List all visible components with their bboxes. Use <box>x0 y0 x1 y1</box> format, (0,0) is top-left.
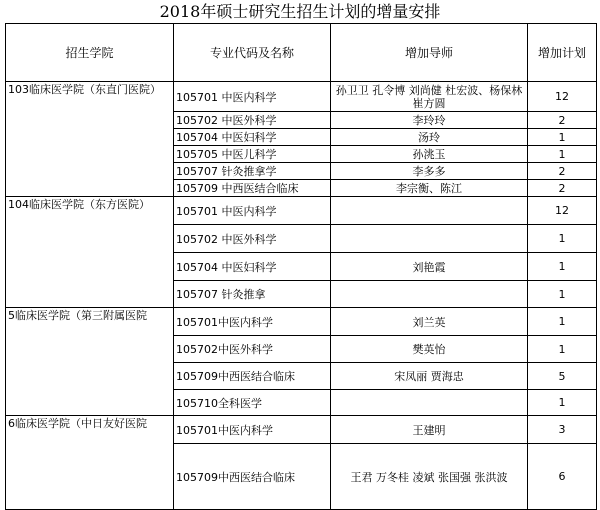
advisor-cell: 李多多 <box>331 163 528 180</box>
header-advisor: 增加导师 <box>331 24 528 82</box>
advisor-cell: 宋凤丽 贾海忠 <box>331 363 528 390</box>
plan-cell: 2 <box>528 112 597 129</box>
header-row <box>6 24 597 82</box>
major-cell: 105709 中西医结合临床 <box>174 180 331 197</box>
header-college: 招生学院 <box>6 24 174 82</box>
plan-cell: 1 <box>528 146 597 163</box>
table-row <box>6 82 597 112</box>
major-cell: 105701 中医内科学 <box>174 82 331 112</box>
major-cell: 105707 针灸推拿 <box>174 281 331 308</box>
major-cell: 105709中西医结合临床 <box>174 444 331 510</box>
plan-cell: 1 <box>528 308 597 336</box>
advisor-cell: 王君 万冬桂 凌斌 张国强 张洪波 <box>331 444 528 510</box>
advisor-cell <box>331 390 528 416</box>
plan-cell: 1 <box>528 129 597 146</box>
college-cell: 103临床医学院（东直门医院） <box>6 82 174 197</box>
plan-cell: 1 <box>528 336 597 363</box>
major-cell: 105701中医内科学 <box>174 308 331 336</box>
major-cell: 105710全科医学 <box>174 390 331 416</box>
advisor-cell: 汤玲 <box>331 129 528 146</box>
major-cell: 105702中医外科学 <box>174 336 331 363</box>
college-cell: 5临床医学院（第三附属医院 <box>6 308 174 416</box>
table-row <box>6 416 597 444</box>
plan-cell: 6 <box>528 444 597 510</box>
major-cell: 105709中西医结合临床 <box>174 363 331 390</box>
advisor-cell: 孙洮玉 <box>331 146 528 163</box>
major-cell: 105702 中医外科学 <box>174 112 331 129</box>
table-row <box>6 197 597 225</box>
major-cell: 105704 中医妇科学 <box>174 129 331 146</box>
advisor-cell: 樊英怡 <box>331 336 528 363</box>
plan-cell: 5 <box>528 363 597 390</box>
plan-cell: 2 <box>528 163 597 180</box>
page-title: 2018年硕士研究生招生计划的增量安排 <box>159 2 441 21</box>
major-cell: 105704 中医妇科学 <box>174 253 331 281</box>
table-row <box>6 308 597 336</box>
major-cell: 105701 中医内科学 <box>174 197 331 225</box>
plan-cell: 12 <box>528 82 597 112</box>
advisor-cell <box>331 281 528 308</box>
advisor-cell: 李宗衡、陈江 <box>331 180 528 197</box>
major-cell: 105705 中医儿科学 <box>174 146 331 163</box>
plan-cell: 12 <box>528 197 597 225</box>
plan-cell: 1 <box>528 390 597 416</box>
plan-cell: 1 <box>528 281 597 308</box>
advisor-cell <box>331 225 528 253</box>
advisor-cell: 孙卫卫 孔令博 刘尚健 杜宏波、杨保林 崔方圆 <box>331 82 528 112</box>
advisor-cell: 刘兰英 <box>331 308 528 336</box>
enrollment-plan-table <box>5 23 597 510</box>
header-plan: 增加计划 <box>528 24 597 82</box>
plan-cell: 1 <box>528 253 597 281</box>
plan-cell: 1 <box>528 225 597 253</box>
advisor-cell <box>331 197 528 225</box>
advisor-cell: 李玲玲 <box>331 112 528 129</box>
major-cell: 105702 中医外科学 <box>174 225 331 253</box>
advisor-cell: 王建明 <box>331 416 528 444</box>
college-cell: 6临床医学院（中日友好医院 <box>6 416 174 510</box>
plan-cell: 2 <box>528 180 597 197</box>
header-major: 专业代码及名称 <box>174 24 331 82</box>
plan-cell: 3 <box>528 416 597 444</box>
college-cell: 104临床医学院（东方医院） <box>6 197 174 308</box>
major-cell: 105707 针灸推拿学 <box>174 163 331 180</box>
advisor-cell: 刘艳霞 <box>331 253 528 281</box>
major-cell: 105701中医内科学 <box>174 416 331 444</box>
